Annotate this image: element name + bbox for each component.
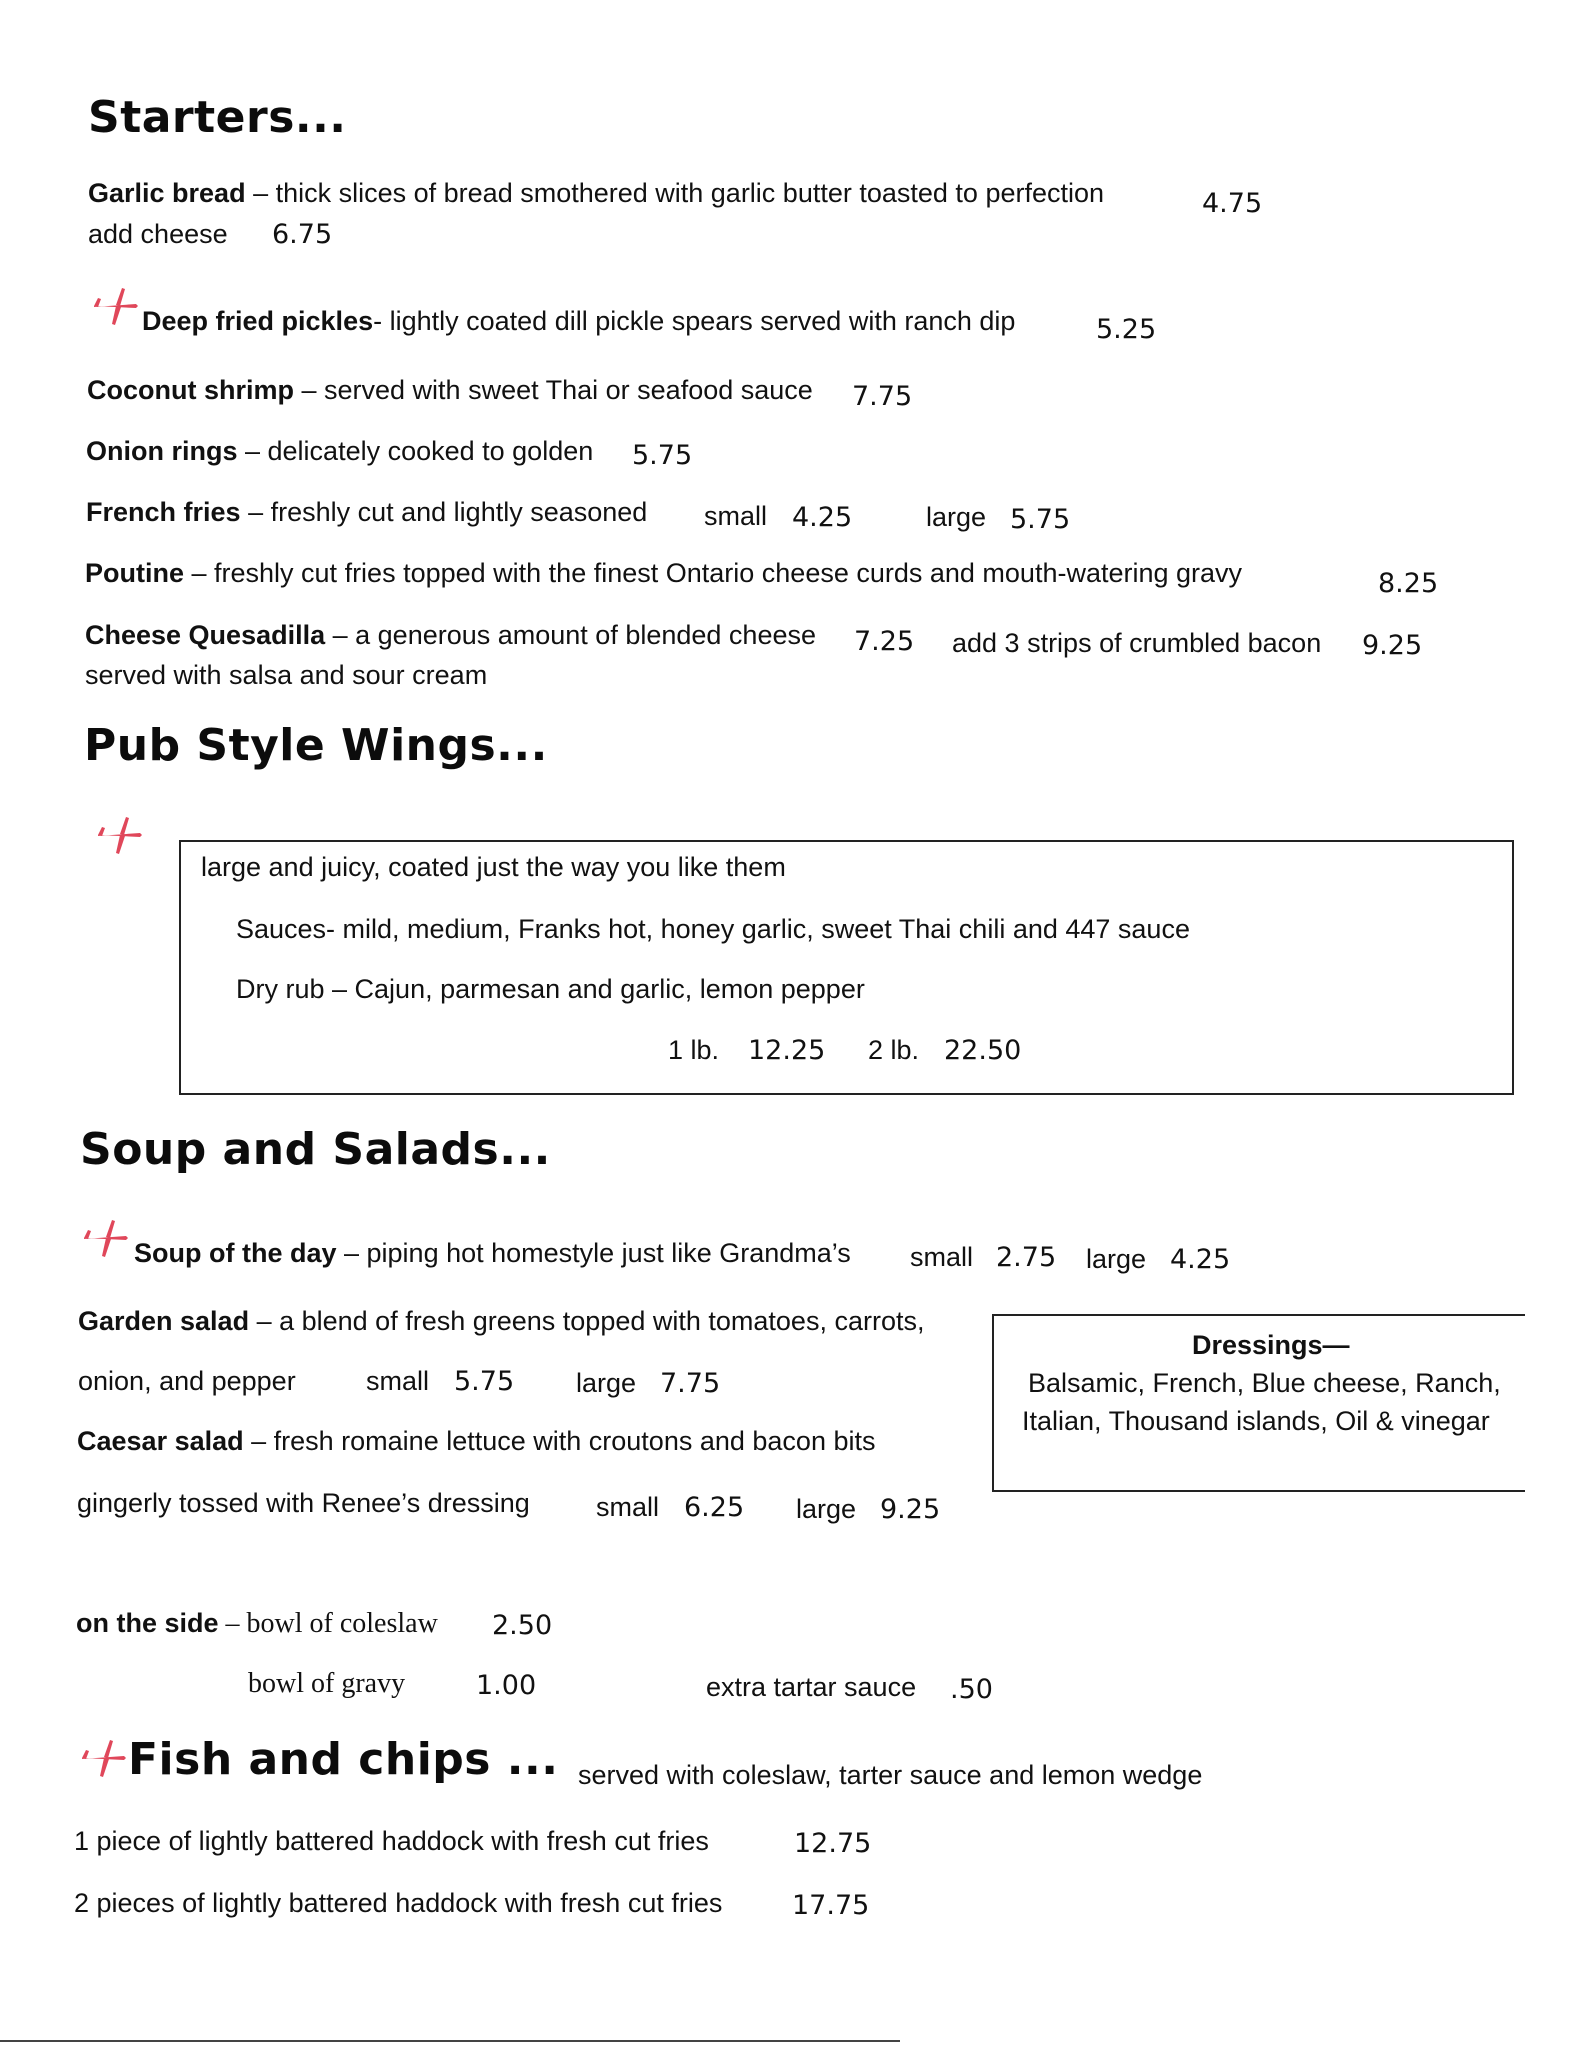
soup-desc: – piping hot homestyle just like Grandma’s: [336, 1238, 851, 1268]
garden-desc: – a blend of fresh greens topped with tomatoes, carrots,: [249, 1306, 925, 1336]
side-coleslaw: – bowl of coleslaw: [218, 1608, 438, 1639]
poutine-desc: – freshly cut fries topped with the finest Ontario cheese curds and mouth-watering gravy: [184, 558, 1243, 588]
garden-line: [78, 1306, 924, 1337]
caesar-line: [77, 1426, 875, 1457]
soup-large-price: 4.25: [1170, 1244, 1231, 1275]
fish-heading: Fish and chips ...: [128, 1734, 559, 1785]
shrimp-name: Coconut shrimp: [87, 375, 294, 405]
wings-dryrub: Dry rub – Cajun, parmesan and garlic, lemon pepper: [236, 974, 865, 1004]
soups-heading: Soup and Salads...: [80, 1124, 551, 1175]
page-bottom-rule: [0, 2040, 900, 2042]
fries-large-price: 5.75: [1010, 504, 1071, 535]
wings-size2-price: 22.50: [944, 1035, 1022, 1066]
onion-desc: – delicately cooked to golden: [237, 436, 594, 466]
caesar-small-price: 6.25: [684, 1492, 745, 1523]
garden-large-label: large: [576, 1368, 637, 1398]
pickles-price: 5.25: [1096, 314, 1157, 345]
starters-heading: Starters...: [88, 92, 347, 143]
caesar-desc: – fresh romaine lettuce with croutons and bacon bits: [243, 1426, 876, 1456]
fish-item1-price: 12.75: [794, 1828, 872, 1859]
side-label: on the side: [76, 1608, 219, 1638]
garlic-bread-line: [88, 178, 1104, 209]
wings-sauces: Sauces- mild, medium, Franks hot, honey garlic, sweet Thai chili and 447 sauce: [236, 914, 1190, 944]
side-gravy-price: 1.00: [476, 1670, 537, 1701]
caesar-large-label: large: [796, 1494, 857, 1524]
garden-line2: onion, and pepper: [78, 1366, 296, 1396]
shrimp-line: [87, 375, 813, 406]
onion-price: 5.75: [632, 440, 693, 471]
soup-name: Soup of the day: [134, 1238, 337, 1268]
soup-small-label: small: [910, 1242, 974, 1272]
plane-icon: [96, 815, 144, 855]
side-gravy: bowl of gravy: [248, 1668, 406, 1699]
quesadilla-add-label: add 3 strips of crumbled bacon: [952, 628, 1322, 658]
fries-small-label: small: [704, 501, 768, 531]
fish-item2-price: 17.75: [792, 1890, 870, 1921]
fries-line: [86, 497, 647, 528]
caesar-small-label: small: [596, 1492, 660, 1522]
fries-small-price: 4.25: [792, 502, 853, 533]
add-cheese-price: 6.75: [272, 219, 333, 250]
pickles-line: [142, 306, 1015, 337]
fish-item2: 2 pieces of lightly battered haddock with fresh cut fries: [74, 1888, 723, 1918]
add-cheese-label: add cheese: [88, 219, 228, 249]
onion-name: Onion rings: [86, 436, 238, 466]
dressings-line2: Italian, Thousand islands, Oil & vinegar: [1022, 1406, 1490, 1436]
pickles-name: Deep fried pickles: [142, 306, 374, 336]
fish-note: served with coleslaw, tarter sauce and lemon wedge: [578, 1760, 1203, 1790]
wings-size1-price: 12.25: [748, 1035, 826, 1066]
caesar-line2: gingerly tossed with Renee’s dressing: [77, 1488, 530, 1518]
fries-name: French fries: [86, 497, 241, 527]
garlic-bread-name: Garlic bread: [88, 178, 246, 208]
quesadilla-name: Cheese Quesadilla: [85, 620, 326, 650]
quesadilla-line2: served with salsa and sour cream: [85, 660, 488, 690]
soup-small-price: 2.75: [996, 1242, 1057, 1273]
wings-size2-label: 2 lb.: [868, 1035, 920, 1065]
caesar-name: Caesar salad: [77, 1426, 244, 1456]
plane-icon: [92, 286, 140, 326]
poutine-price: 8.25: [1378, 568, 1439, 599]
fries-large-label: large: [926, 502, 987, 532]
side-tartar-price: .50: [950, 1674, 993, 1705]
quesadilla-price: 7.25: [854, 626, 915, 657]
side-line: [76, 1608, 438, 1640]
caesar-large-price: 9.25: [880, 1494, 941, 1525]
plane-icon: [82, 1218, 130, 1258]
wings-intro: large and juicy, coated just the way you like them: [201, 852, 786, 882]
onion-line: [86, 436, 593, 467]
fish-item1: 1 piece of lightly battered haddock with fresh cut fries: [74, 1826, 709, 1856]
soup-large-label: large: [1086, 1244, 1147, 1274]
garden-small-price: 5.75: [454, 1366, 515, 1397]
wings-heading: Pub Style Wings...: [84, 720, 548, 771]
poutine-name: Poutine: [85, 558, 184, 588]
fries-desc: – freshly cut and lightly seasoned: [240, 497, 648, 527]
pickles-desc: - lightly coated dill pickle spears served with ranch dip: [373, 306, 1016, 336]
quesadilla-desc: – a generous amount of blended cheese: [325, 620, 816, 650]
soup-line: [134, 1238, 851, 1269]
side-tartar: extra tartar sauce: [706, 1672, 917, 1702]
quesadilla-line: [85, 620, 816, 651]
quesadilla-add-price: 9.25: [1362, 630, 1423, 661]
garden-small-label: small: [366, 1366, 430, 1396]
side-coleslaw-price: 2.50: [492, 1610, 553, 1641]
garlic-bread-price: 4.75: [1202, 188, 1263, 219]
shrimp-desc: – served with sweet Thai or seafood sauce: [294, 375, 813, 405]
wings-size1-label: 1 lb.: [668, 1035, 720, 1065]
plane-icon: [80, 1738, 128, 1778]
garlic-bread-desc: – thick slices of bread smothered with garlic butter toasted to perfection: [245, 178, 1105, 208]
garden-name: Garden salad: [78, 1306, 250, 1336]
dressings-line1: Balsamic, French, Blue cheese, Ranch,: [1028, 1368, 1501, 1398]
shrimp-price: 7.75: [852, 381, 913, 412]
garden-large-price: 7.75: [660, 1368, 721, 1399]
dressings-title: Dressings—: [1192, 1330, 1350, 1360]
poutine-line: [85, 558, 1242, 589]
